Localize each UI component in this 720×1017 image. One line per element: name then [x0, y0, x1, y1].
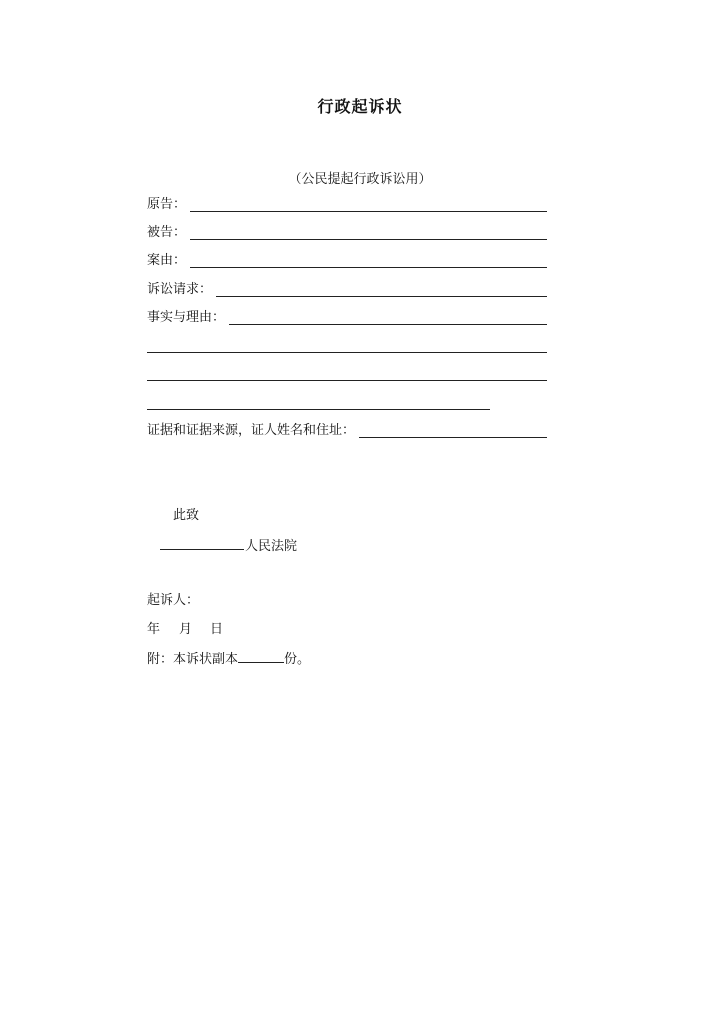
court-line-row — [160, 536, 297, 556]
attachment-suffix: 份。 — [284, 652, 311, 667]
attachment-note — [147, 649, 310, 669]
plaintiff-signature-label: 起诉人： — [147, 593, 200, 608]
date-year: 年 — [147, 622, 161, 637]
date-day: 日 — [210, 622, 224, 637]
cause-blank[interactable] — [190, 253, 547, 268]
facts-blank-line-2[interactable] — [147, 351, 547, 353]
evidence-blank[interactable] — [359, 423, 547, 438]
cause-field[interactable] — [147, 252, 547, 270]
claims-label: 诉讼请求： — [147, 282, 213, 297]
facts-blank[interactable] — [229, 310, 547, 325]
court-suffix: 人民法院 — [245, 539, 298, 554]
plaintiff-field[interactable] — [147, 196, 547, 214]
evidence-label: 证据和证据来源，证人姓名和住址： — [147, 423, 356, 438]
facts-field[interactable] — [147, 309, 547, 327]
court-name-blank[interactable] — [160, 536, 244, 550]
defendant-label: 被告： — [147, 225, 187, 240]
facts-blank-line-3[interactable] — [147, 379, 547, 381]
facts-label: 事实与理由： — [147, 310, 226, 325]
plaintiff-label: 原告： — [147, 197, 187, 212]
attachment-prefix: 附：本诉状副本 — [147, 652, 239, 667]
document-title: 行政起诉状 — [317, 97, 403, 116]
plaintiff-blank[interactable] — [190, 197, 547, 212]
copies-blank[interactable] — [238, 649, 284, 663]
salutation: 此致 — [173, 508, 200, 523]
evidence-field[interactable] — [147, 422, 547, 440]
facts-blank-line-4[interactable] — [147, 408, 490, 410]
defendant-blank[interactable] — [190, 225, 547, 240]
defendant-field[interactable] — [147, 224, 547, 242]
claims-field[interactable] — [147, 281, 547, 299]
document-subtitle: （公民提起行政诉讼用） — [288, 172, 432, 187]
cause-label: 案由： — [147, 253, 187, 268]
date-month: 月 — [179, 622, 193, 637]
claims-blank[interactable] — [216, 282, 547, 297]
